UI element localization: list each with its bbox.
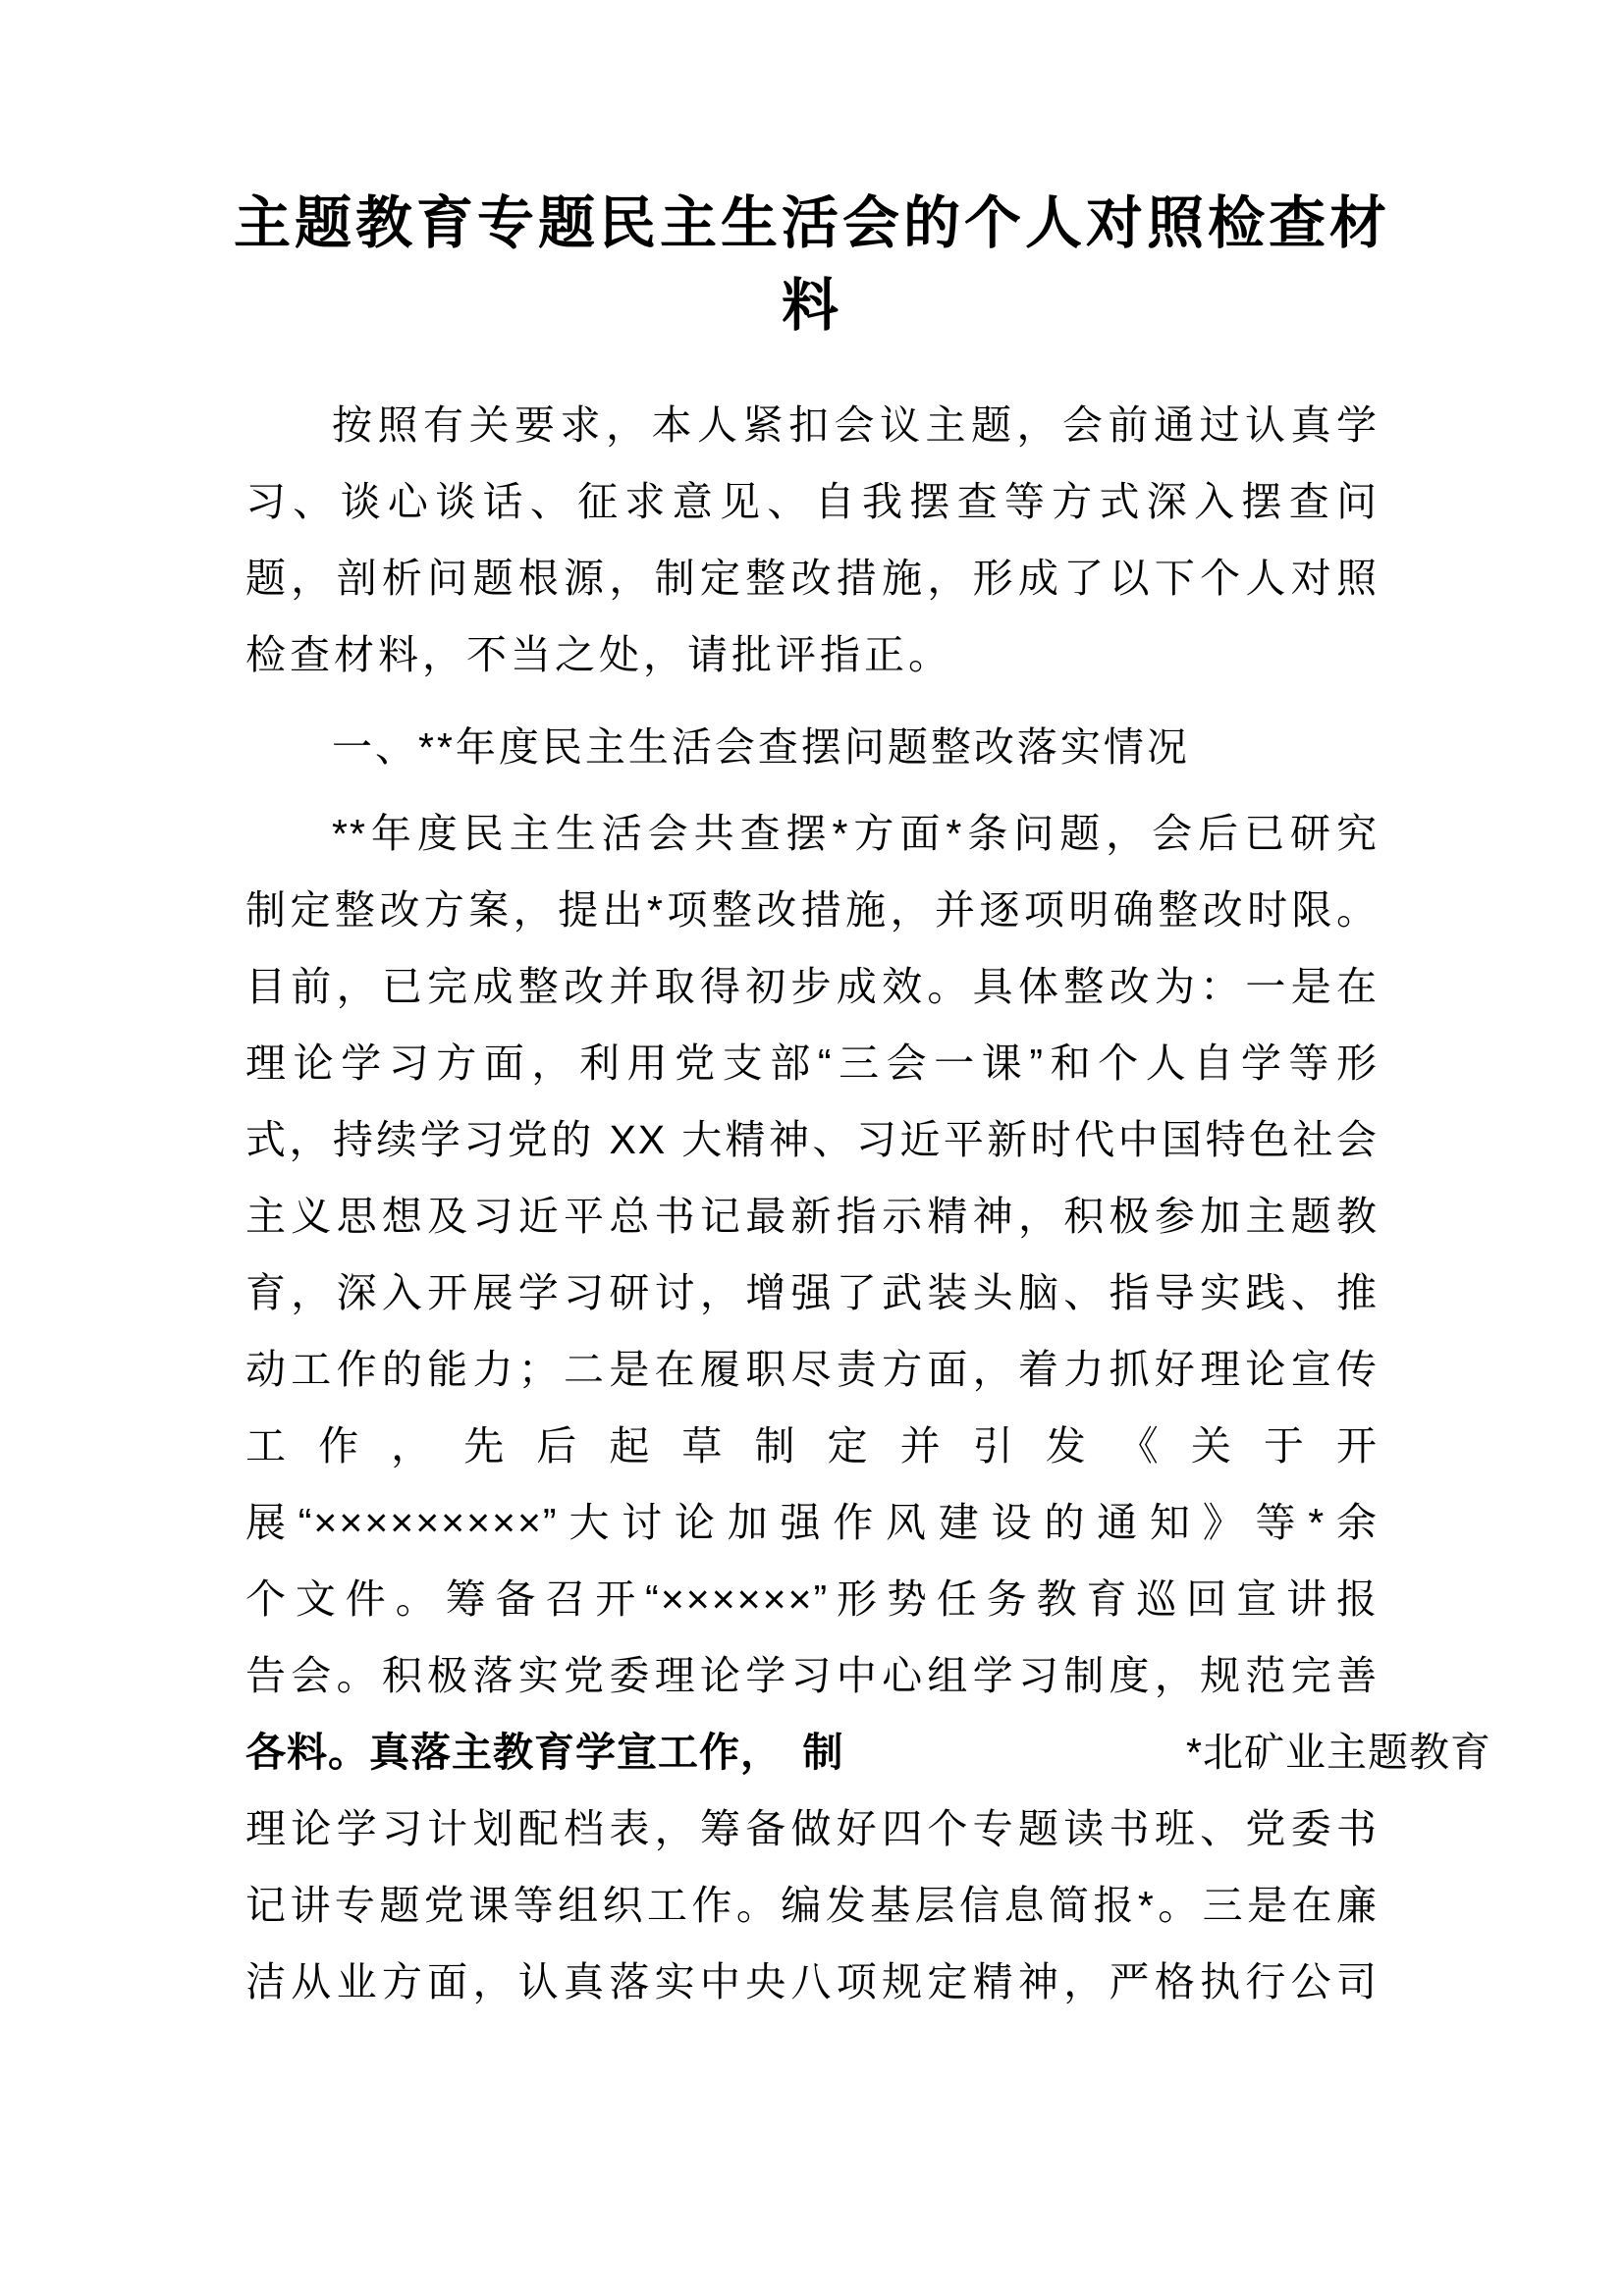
- document-body: [245, 387, 1491, 2020]
- text-line: 理论学习计划配档表，筹备做好四个专题读书班、党委书: [245, 1806, 1379, 1851]
- text-line: 式，持续学习党的 XX 大精神、习近平新时代中国特色社会: [245, 1117, 1379, 1162]
- document-title-line-1: 主题教育专题民主生活会的个人对照检查材: [233, 191, 1390, 255]
- text-line: 记讲专题党课等组织工作。编发基层信息简报*。三是在廉: [245, 1883, 1379, 1928]
- text-line: 主义思想及习近平总书记最新指示精神，积极参加主题教: [245, 1194, 1379, 1239]
- text-line: 洁从业方面，认真落实中央八项规定精神，严格执行公司: [245, 1959, 1379, 2004]
- text-line: 个文件。筹备召开“××××××”形势任务教育巡回宣讲报: [245, 1576, 1379, 1622]
- overlap-text-right: *北矿业主题教育: [1186, 1730, 1491, 1775]
- text-line: 告会。积极落实党委理论学习中心组学习制度，规范完善: [245, 1653, 1379, 1698]
- document-title-line-2: 料: [781, 274, 842, 338]
- text-line: 理论学习方面，利用党支部“三会一课”和个人自学等形: [245, 1041, 1379, 1086]
- text-line: [245, 1714, 1491, 1790]
- text-line: 展“×××××××××”大讨论加强作风建设的通知》等*余: [245, 1500, 1379, 1545]
- text-line: 动工作的能力；二是在履职尽责方面，着力抓好理论宣传: [245, 1347, 1379, 1392]
- text-line: 制定整改方案，提出*项整改措施，并逐项明确整改时限。: [245, 887, 1379, 933]
- text-line: 工作，先后起草制定并引发《关于开: [245, 1423, 1379, 1468]
- text-line: 习、谈心谈话、征求意见、自我摆查等方式深入摆查问: [245, 479, 1379, 524]
- text-line: 检查材料，不当之处，请批评指正。: [245, 632, 952, 677]
- text-line: 题，剖析问题根源，制定整改措施，形成了以下个人对照: [245, 556, 1379, 601]
- text-line: 按照有关要求，本人紧扣会议主题，会前通过认真学: [332, 402, 1379, 448]
- document-title: [0, 183, 1624, 347]
- text-line: 目前，已完成整改并取得初步成效。具体整改为：一是在: [245, 964, 1379, 1009]
- text-line: **年度民主生活会共查摆*方面*条问题，会后已研究: [332, 811, 1379, 856]
- overlap-text-left: 各料。真落主教育学宣工作， 制: [245, 1730, 844, 1775]
- section-heading: 一、**年度民主生活会查摆问题整改落实情况: [332, 724, 1190, 770]
- text-line: 育，深入开展学习研讨，增强了武装头脑、指导实践、推: [245, 1270, 1379, 1315]
